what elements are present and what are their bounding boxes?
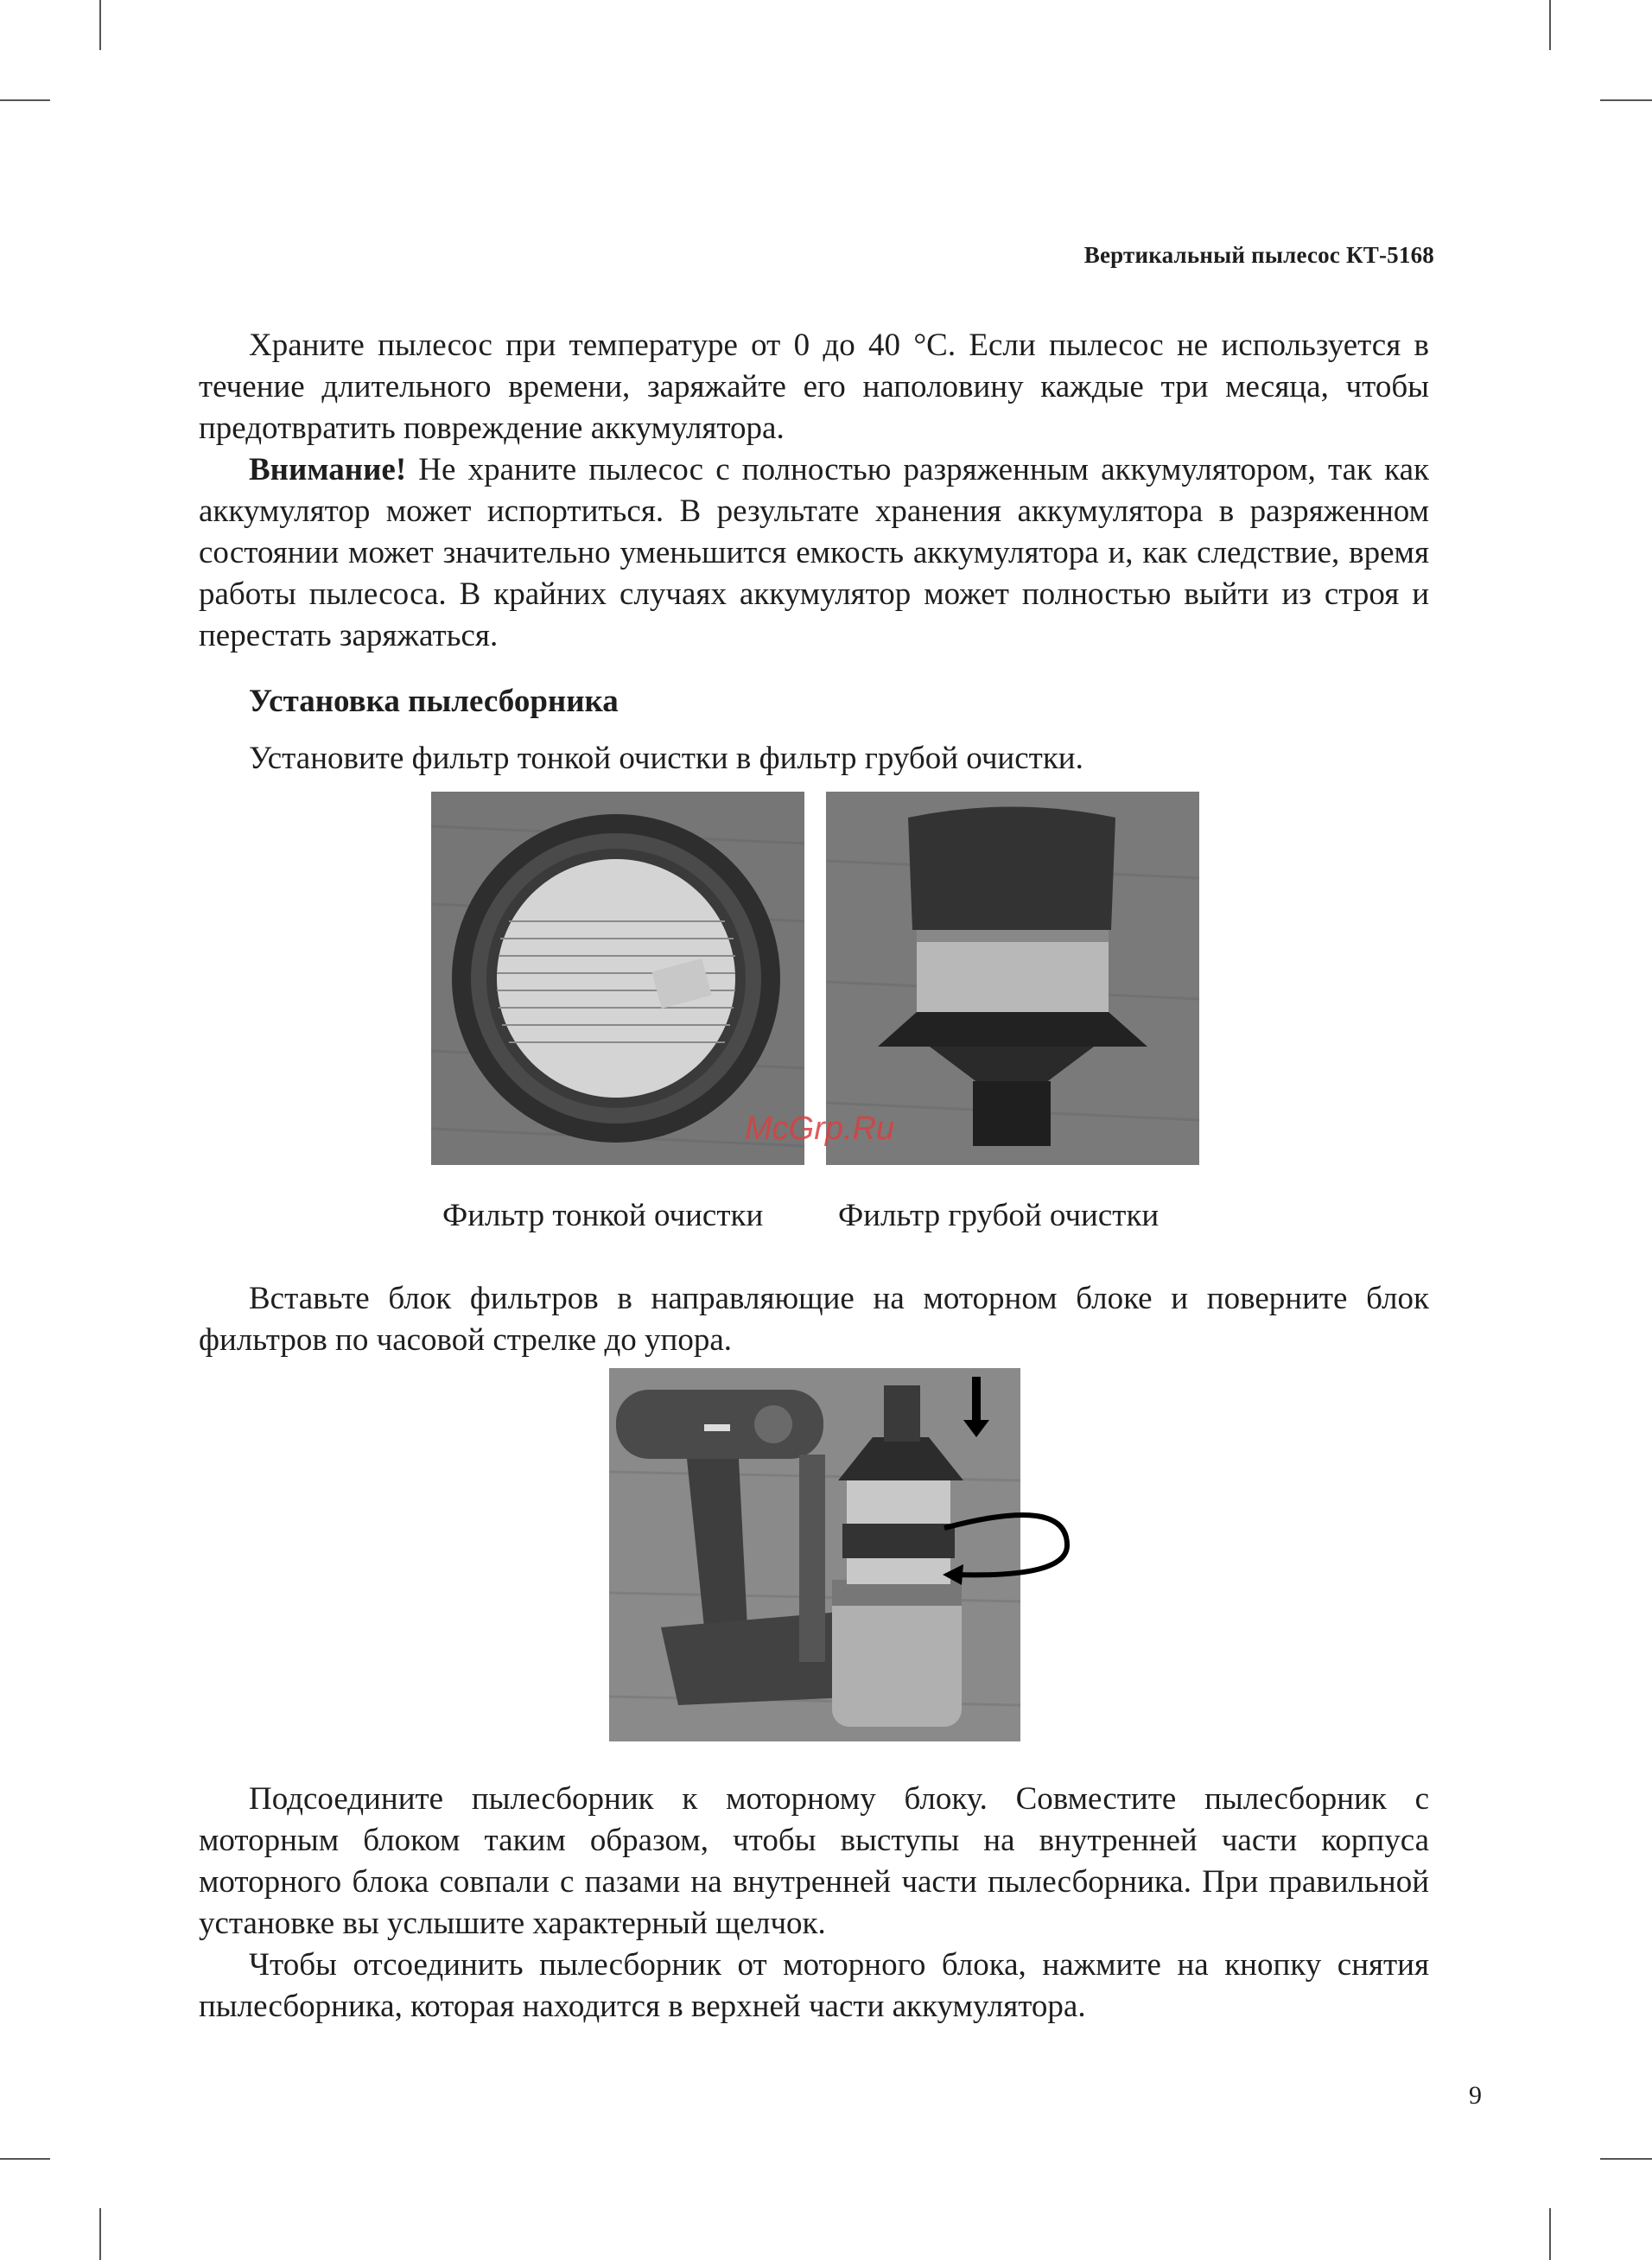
rotate-arrow-icon (937, 1504, 1076, 1590)
filter-instruction: Установите фильтр тонкой очистки в фильтр грубой очистки. (249, 741, 1083, 776)
crop-mark (99, 2208, 101, 2260)
crop-mark (99, 0, 101, 50)
coarse-filter-photo (826, 792, 1199, 1165)
crop-mark (0, 2158, 50, 2160)
fine-filter-caption: Фильтр тонкой очистки (442, 1198, 764, 1233)
coarse-filter-caption: Фильтр грубой очистки (838, 1198, 1160, 1233)
mid-text (199, 1278, 1429, 1361)
warning-label: Внимание! (249, 452, 407, 487)
fine-filter-illustration (431, 792, 804, 1165)
section-heading: Установка пылесборника (249, 684, 619, 719)
insert-filter-paragraph: Вставьте блок фильтров в направляющие на моторном блоке и поверните блок фильтров по часовой стрелке до упора. (199, 1281, 1429, 1358)
crop-mark (1600, 2158, 1652, 2160)
coarse-filter-illustration (826, 792, 1199, 1165)
connect-dustbin-paragraph: Подсоедините пылесборник к моторному блоку. Совместите пылесборник с моторным блоком таким образом, чтобы выступы на внутренней части корпуса моторного блока совпали с пазами на внутренней части пылесборника. При правильной установке вы услышите характерный щелчок. (199, 1781, 1429, 1941)
crop-mark (0, 99, 50, 101)
intro-text (199, 325, 1429, 657)
page-number: 9 (1469, 2081, 1482, 2110)
watermark: McGrp.Ru (745, 1111, 895, 1147)
running-header: Вертикальный пылесос КТ-5168 (1083, 242, 1434, 268)
bottom-text (199, 1779, 1429, 2028)
crop-mark (1549, 0, 1551, 50)
warning-text: Не храните пылесос с полностью разряженным аккумулятором, так как аккумулятор может испортиться. В результате хранения аккумулятора в разряженном состоянии может значительно уменьшится емкость аккумулятора и, как следствие, время работы пылесоса. В крайних случаях аккумулятор может полностью выйти из строя и перестать заряжаться. (199, 452, 1429, 653)
detach-dustbin-paragraph: Чтобы отсоединить пылесборник от моторного блока, нажмите на кнопку снятия пылесборника, которая находится в верхней части аккумулятора. (199, 1947, 1429, 2024)
fine-filter-photo (431, 792, 804, 1165)
crop-mark (1549, 2208, 1551, 2260)
crop-mark (1600, 99, 1652, 101)
storage-paragraph: Храните пылесос при температуре от 0 до 40 °С. Если пылесос не используется в течение длительного времени, заряжайте его наполовину каждые три месяца, чтобы предотвратить повреждение аккумулятора. (199, 328, 1429, 446)
warning-paragraph (199, 449, 1429, 657)
